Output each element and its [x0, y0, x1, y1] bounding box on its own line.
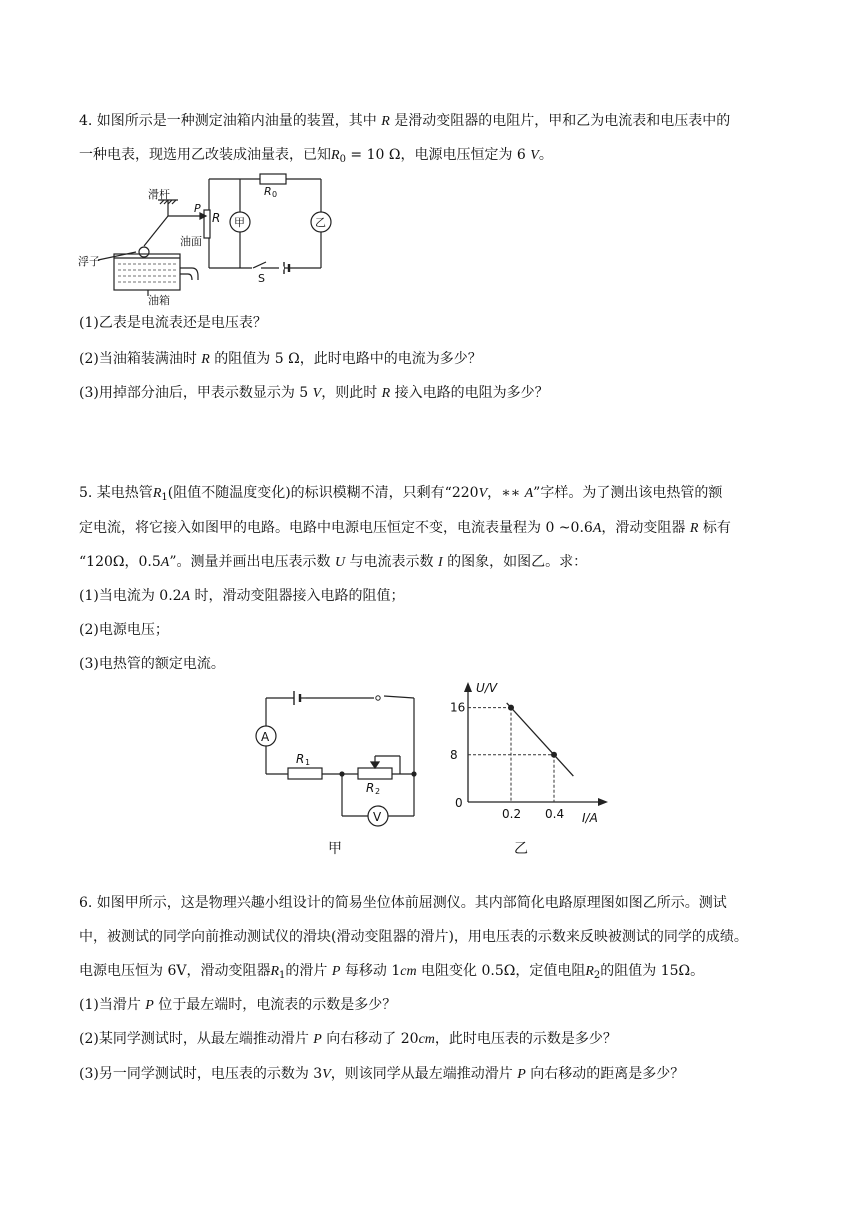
label-P: P	[194, 202, 201, 215]
q5-stem-line3: “120Ω，0.5A”。测量并画出电压表示数 U 与电流表示数 I 的图象，如图乙。求：	[79, 554, 588, 570]
q5-stem-line1: 5. 某电热管$R_1$(阻值不随温度变化)的标识模糊不清，只剩有“220V，∗∗ A”字样。为了测出该电热管的额	[79, 485, 723, 503]
q6-stem-line3: 电源电压恒为 6V，滑动变阻器$R_1$的滑片 P 每移动 1cm 电阻变化 0.5Ω，定值电阻$R_2$的阻值为 15Ω。	[79, 963, 705, 981]
label-you-xiang: 油箱	[148, 294, 170, 307]
R2-label: R	[366, 781, 375, 795]
x-axis-label: I/A	[582, 811, 598, 825]
x-tick-0: 0.2	[502, 807, 522, 821]
y-tick-1: 8	[450, 747, 458, 762]
q4-stem-line1: 4. 如图所示是一种测定油箱内油量的装置，其中 R 是滑动变阻器的电阻片，甲和乙为电流表和电压表中的	[79, 113, 731, 129]
q6-stem-line2: 中，被测试的同学向前推动测试仪的滑块(滑动变阻器的滑片)，用电压表的示数来反映被测试的同学的成绩。	[79, 929, 748, 945]
q5-caption-jia: 甲	[328, 841, 342, 857]
q5-sub2: (2)电源电压；	[79, 622, 169, 638]
label-jia: 甲	[234, 216, 245, 229]
origin-label: 0	[455, 796, 463, 810]
q6-sub2: (2)某同学测试时，从最左端推动滑片 P 向右移动了 20cm，此时电压表的示数是多少？	[79, 1031, 617, 1047]
q5-caption-yi: 乙	[514, 841, 528, 857]
label-R0-sub: 0	[272, 190, 278, 199]
q4-sub1: (1)乙表是电流表还是电压表？	[79, 315, 267, 331]
data-point-0	[508, 705, 514, 711]
y-tick-0: 16	[450, 700, 466, 715]
ammeter-label: A	[261, 730, 270, 744]
q5-sub3: (3)电热管的额定电流。	[79, 656, 225, 672]
R2-sub: 2	[375, 787, 381, 796]
q4-sub2: (2)当油箱装满油时 R 的阻值为 5 Ω，此时电路中的电流为多少？	[79, 351, 482, 367]
label-yi: 乙	[315, 216, 326, 229]
label-S: S	[258, 272, 265, 285]
x-tick-1: 0.4	[545, 807, 565, 821]
q6-stem-line1: 6. 如图甲所示，这是物理兴趣小组设计的简易坐位体前屈测仪。其内部简化电路原理图如图乙所示。测试	[79, 895, 727, 911]
q5-stem-line2: 定电流，将它接入如图甲的电路。电路中电源电压恒定不变，电流表量程为 0 ~0.6A，滑动变阻器 R 标有	[79, 520, 731, 536]
label-R0: R	[264, 185, 272, 198]
y-axis-label: U/V	[476, 681, 498, 695]
R1-sub: 1	[305, 758, 311, 767]
label-you-mian: 油面	[180, 235, 202, 248]
label-hua-gan: 滑杆	[148, 188, 170, 201]
q4-stem-line2: 一种电表，现选用乙改装成油量表，已知$R_0 = 10$ Ω，电源电压恒定为 6 V。	[79, 147, 553, 165]
q6-sub3: (3)另一同学测试时，电压表的示数为 3V，则该同学从最左端推动滑片 P 向右移动的距离是多少？	[79, 1066, 685, 1082]
label-R: R	[212, 211, 221, 225]
q4-sub3: (3)用掉部分油后，甲表示数显示为 5 V，则此时 R 接入电路的电阻为多少？	[79, 385, 549, 401]
series-line	[507, 703, 574, 776]
q5-sub1: (1)当电流为 0.2A 时，滑动变阻器接入电路的阻值；	[79, 588, 405, 604]
label-fu-zi: 浮子	[78, 255, 100, 268]
data-point-1	[551, 752, 557, 758]
q4-oil-gauge-diagram	[76, 172, 336, 308]
voltmeter-label: V	[373, 810, 382, 824]
R1-label: R	[296, 752, 305, 766]
q5-ui-graph	[440, 676, 620, 836]
q5-circuit-jia	[250, 686, 430, 834]
q6-sub1: (1)当滑片 P 位于最左端时，电流表的示数是多少？	[79, 997, 397, 1013]
